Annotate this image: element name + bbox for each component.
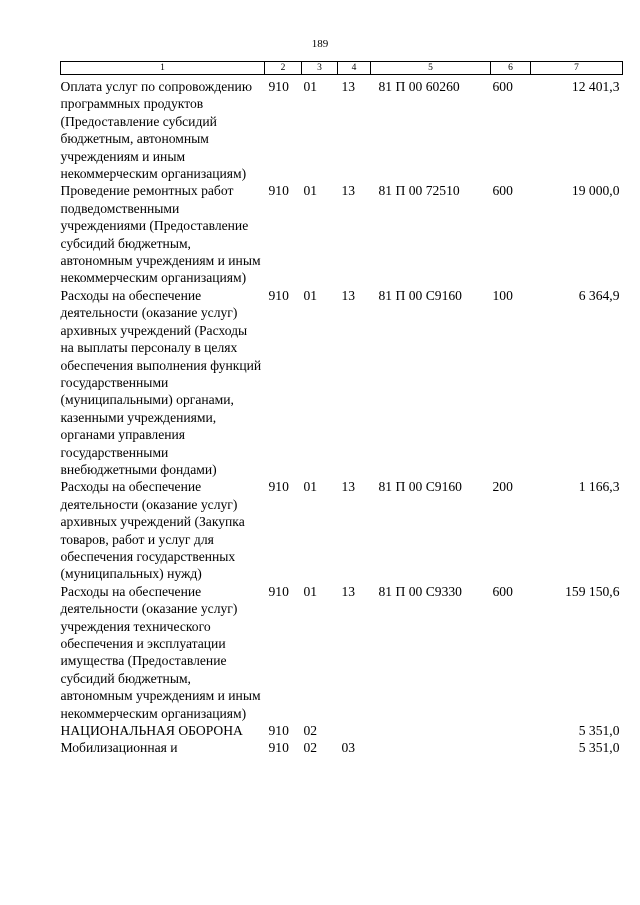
- row-target-article: 81 П 00 60260: [378, 79, 460, 94]
- column-header-2: 2: [265, 62, 302, 75]
- row-subsection: 13: [341, 183, 356, 199]
- row-amount: 159 150,6: [565, 583, 620, 599]
- row-expense-type: [491, 739, 531, 756]
- column-header-3: 3: [302, 62, 338, 75]
- budget-table: [60, 61, 623, 757]
- row-amount: 5 351,0: [578, 723, 620, 739]
- table-row: [61, 182, 623, 286]
- row-target-article: 81 П 00 С9330: [378, 583, 462, 599]
- row-expense-type: 600: [492, 79, 513, 94]
- row-expense-type: 200: [492, 479, 513, 495]
- row-amount: 5 351,0: [578, 740, 620, 756]
- row-target-article: 81 П 00 С9160: [378, 287, 462, 303]
- row-name: Оплата услуг по сопровождению программных продуктов (Предоставление субсидий бюджетным, автономным учреждениям и иным некоммерческим организациям): [60, 79, 252, 182]
- row-name: Проведение ремонтных работ подведомственными учреждениями (Предоставление субсидий бюджетным, автономным учреждениям и иным некоммерческим организациям): [60, 183, 261, 286]
- column-header-6: 6: [491, 62, 531, 75]
- row-section: 01: [303, 583, 318, 599]
- row-grbs: 910: [268, 183, 289, 199]
- row-name: Расходы на обеспечение деятельности (оказание услуг) учреждения технического обеспечения и эксплуатации имущества (Предоставление субсидий бюджетным, автономным учреждениям и иным некоммерческим организациям): [60, 583, 261, 721]
- page-number: 189: [311, 38, 329, 50]
- row-expense-type: 600: [492, 183, 513, 199]
- row-name: Расходы на обеспечение деятельности (оказание услуг) архивных учреждений (Закупка товаров, работ и услуг для обеспечения государственных (муниципальных) нужд): [60, 479, 245, 582]
- column-header-5: 5: [371, 62, 491, 75]
- column-header-7: 7: [531, 62, 623, 75]
- table-row: [61, 287, 623, 478]
- row-target-article: [371, 739, 491, 756]
- column-header-4: 4: [338, 62, 371, 75]
- row-section: 02: [303, 740, 318, 756]
- column-number-header: [61, 62, 623, 75]
- row-grbs: 910: [268, 287, 289, 303]
- row-amount: 6 364,9: [578, 287, 620, 303]
- row-grbs: 910: [268, 479, 289, 495]
- row-section: 01: [303, 479, 318, 495]
- row-amount: 1 166,3: [578, 479, 620, 495]
- row-subsection: 13: [341, 479, 356, 495]
- row-target-article: 81 П 00 72510: [378, 183, 460, 199]
- row-amount: 19 000,0: [571, 183, 620, 199]
- row-target-article: [371, 722, 491, 739]
- row-subsection: 03: [341, 740, 356, 756]
- row-section: 01: [303, 287, 318, 303]
- table-row: [61, 722, 623, 739]
- row-target-article: 81 П 00 С9160: [378, 479, 462, 495]
- row-expense-type: [491, 722, 531, 739]
- row-name: Расходы на обеспечение деятельности (оказание услуг) архивных учреждений (Расходы на выплаты персоналу в целях обеспечения выполнения функций государственными (муниципальными) органами, казенными учреждениями, органами управления государственными внебюджетными фондами): [60, 287, 262, 477]
- row-grbs: 910: [268, 79, 289, 94]
- row-section: 01: [303, 183, 318, 199]
- row-section: 01: [303, 79, 318, 94]
- table-row: [61, 78, 623, 182]
- row-amount: 12 401,3: [571, 79, 620, 94]
- row-name: НАЦИОНАЛЬНАЯ ОБОРОНА: [60, 723, 243, 739]
- row-subsection: 13: [341, 583, 356, 599]
- table-row: [61, 478, 623, 582]
- row-subsection: [338, 722, 371, 739]
- table-row: [61, 739, 623, 756]
- row-name: Мобилизационная и: [60, 740, 178, 756]
- row-grbs: 910: [268, 723, 289, 739]
- row-subsection: 13: [341, 79, 356, 94]
- table-row: [61, 583, 623, 722]
- column-header-1: 1: [61, 62, 265, 75]
- row-grbs: 910: [268, 583, 289, 599]
- row-subsection: 13: [341, 287, 356, 303]
- row-expense-type: 100: [492, 287, 513, 303]
- row-grbs: 910: [268, 740, 289, 756]
- row-section: 02: [303, 723, 318, 739]
- row-expense-type: 600: [492, 583, 513, 599]
